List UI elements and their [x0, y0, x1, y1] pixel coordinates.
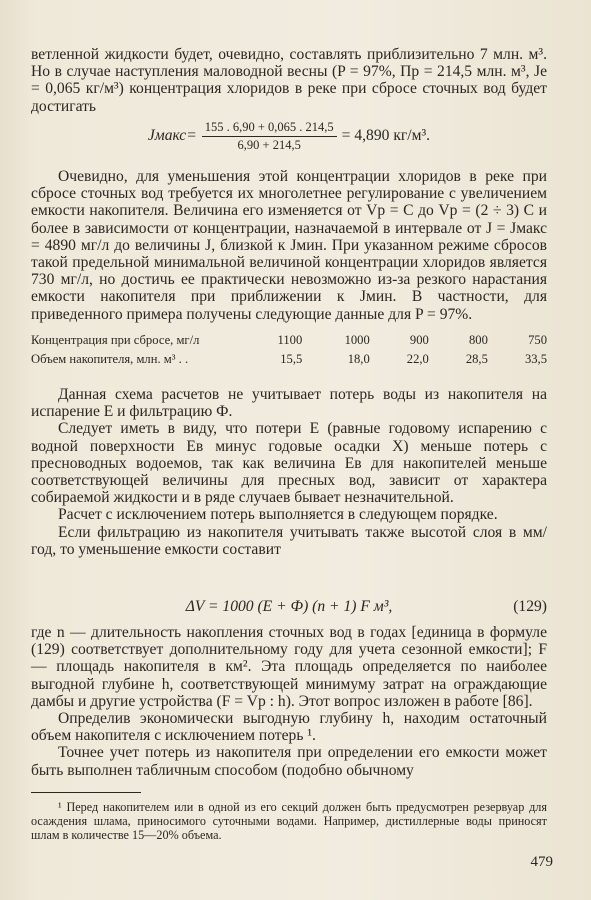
table-cell: 900 — [409, 333, 429, 347]
table-cell: 15,5 — [280, 352, 303, 366]
footnote-text: ¹ Перед накопителем или в одной из его секций должен быть предусмотрен резервуар для осаждения шлама, приносимого суточными водами. Например, дистиллерные воды приносят шлам в количестве 15—20% объема. — [31, 800, 547, 842]
table-row — [31, 350, 547, 369]
footnote-divider — [31, 792, 141, 793]
table-cell: 28,5 — [465, 352, 488, 366]
table-cell: 1100 — [277, 333, 303, 347]
paragraph: Расчет с исключением потерь выполняется в следующем порядке. — [58, 506, 498, 524]
formula-equals: = — [186, 127, 197, 144]
text-block-top — [31, 46, 547, 115]
formula-129 — [31, 597, 547, 617]
paragraph: Определив экономически выгодную глубину h, находим остаточный объем накопителя с исключением потерь ¹. — [31, 710, 547, 745]
paragraph: Следует иметь в виду, что потери E (равные годовому испарению с водной поверхности Eв минус годовые осадки X) меньше потерь с пресноводных водоемов, так как величина Eв для накопителей меньше соответствующей величины для пресных вод, зависит от характера собираемой жидкости и в ряде случаев бывает незначительной. — [31, 420, 547, 507]
table-cell: 800 — [468, 333, 488, 347]
data-table — [31, 331, 547, 369]
table-row — [31, 331, 547, 350]
paragraph: Очевидно, для уменьшения этой концентрации хлоридов в реке при сбросе сточных вод требуется их многолетнее регулирование с увеличением емкости накопителя. Величина его изменяется от Vр = C до Vр = (2 ÷ 3) C и более в зависимости от концентрации, назначаемой в интервале от J = Jмакс = 4890 мг/л до величины J, близкой к Jмин. При указанном режиме сбросов такой предельной минимальной величиной концентрации хлоридов является 730 мг/л, но достичь ее практически невозможно из-за резкого нарастания емкости накопителя при приближении к Jмин. В частности, для приведенного примера получены следующие данные для P = 97%. — [31, 168, 547, 323]
formula-jmax — [31, 117, 547, 155]
paragraph: Точнее учет потерь из накопителя при определении его емкости может быть выполнен табличным способом (подобно обычному — [31, 744, 547, 779]
paragraph: Если фильтрацию из накопителя учитывать также высотой слоя в мм/год, то уменьшение емкости составит — [31, 523, 547, 558]
formula-denominator: 6,90 + 214,5 — [237, 137, 301, 152]
equation-number: (129) — [513, 598, 547, 615]
formula-fraction — [202, 120, 337, 153]
page-number: 479 — [530, 854, 553, 870]
paragraph-continuation: ветленной жидкости будет, очевидно, составлять приблизительно 7 млн. м³. Но в случае наступления маловодной весны (P = 97%, Пр = 214,5 млн. м³, Jе = 0,065 кг/м³) концентрация хлоридов в реке при сбросе сточных вод будет достигать — [31, 46, 547, 115]
text-block-lower — [31, 386, 547, 558]
table-cell: 22,0 — [406, 352, 429, 366]
table-cell: 750 — [528, 333, 547, 347]
row-label: Объем накопителя, млн. м³ . . — [31, 352, 189, 366]
row-label: Концентрация при сбросе, мг/л — [31, 333, 200, 347]
formula-lhs: Jмакс — [147, 127, 187, 144]
footnote — [31, 800, 547, 842]
table-cell: 1000 — [344, 333, 370, 347]
text-block-bottom — [31, 624, 547, 779]
formula-body: ΔV = 1000 (E + Ф) (n + 1) F м³, — [185, 598, 393, 615]
paragraph: Данная схема расчетов не учитывает потерь воды из накопителя на испарение E и фильтрацию Ф. — [31, 386, 547, 421]
formula-result: = 4,890 кг/м³. — [341, 127, 431, 144]
paragraph: где n — длительность накопления сточных вод в годах [единица в формуле (129) соответствует дополнительному году для учета сезонной емкости]; F — площадь накопителя в км². Эта площадь определяется по наиболее выгодной глубине h, соответствующей минимуму затрат на ограждающие дамбы и другие устройства (F = Vр : h). Этот вопрос изложен в работе [86]. — [31, 624, 547, 710]
formula-numerator: 155 . 6,90 + 0,065 . 214,5 — [202, 120, 337, 137]
table-cell: 33,5 — [524, 352, 547, 366]
table-cell: 18,0 — [347, 352, 370, 366]
text-block-middle — [31, 168, 547, 323]
